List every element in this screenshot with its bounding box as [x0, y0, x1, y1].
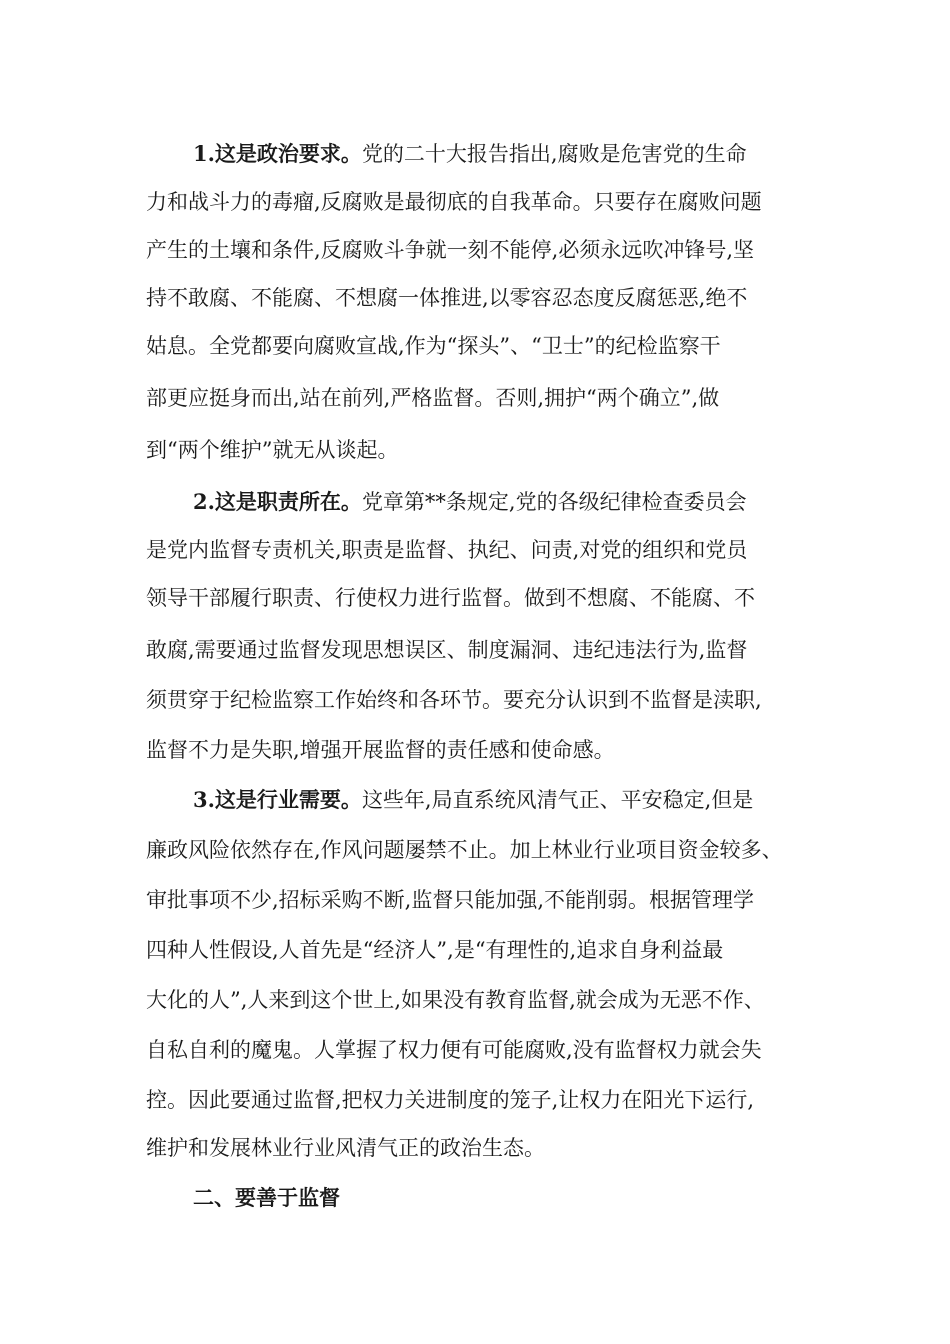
- paragraph-1-line-5: 姑息。全党都要向腐败宣战,作为“探头”、“卫士”的纪检监察干: [146, 334, 721, 358]
- paragraph-3-line-2: 廉政风险依然存在,作风问题屡禁不止。加上林业行业项目资金较多、: [146, 838, 783, 862]
- paragraph-1-line-7: 到“两个维护”就无从谈起。: [146, 438, 399, 462]
- paragraph-3-line-3: 审批事项不少,招标采购不断,监督只能加强,不能削弱。根据管理学: [146, 888, 755, 912]
- paragraph-1-line-3: 产生的土壤和条件,反腐败斗争就一刻不能停,必须永远吹冲锋号,坚: [146, 238, 755, 262]
- paragraph-1-line-1: [193, 139, 806, 169]
- paragraph-1-line-6: 部更应挺身而出,站在前列,严格监督。否则,拥护“两个确立”,做: [146, 386, 720, 410]
- paragraph-3-line-1: [193, 785, 806, 815]
- paragraph-3-line-6: 自私自利的魔鬼。人掌握了权力便有可能腐败,没有监督权力就会失: [146, 1038, 762, 1062]
- paragraph-1-line-4: 持不敢腐、不能腐、不想腐一体推进,以零容忍态度反腐惩恶,绝不: [146, 286, 748, 310]
- paragraph-2-line-2: 是党内监督专责机关,职责是监督、执纪、问责,对党的组织和党员: [146, 538, 748, 562]
- paragraph-1-heading: 1.这是政治要求。: [193, 141, 362, 166]
- paragraph-2-line-3: 领导干部履行职责、行使权力进行监督。做到不想腐、不能腐、不: [146, 586, 755, 610]
- section-heading: 二、要善于监督: [193, 1185, 340, 1210]
- paragraph-2-text: 党章第**条规定,党的各级纪律检查委员会: [361, 490, 747, 514]
- paragraph-3-text: 这些年,局直系统风清气正、平安稳定,但是: [361, 788, 754, 812]
- paragraph-3-line-7: 控。因此要通过监督,把权力关进制度的笼子,让权力在阳光下运行,: [146, 1088, 755, 1112]
- paragraph-1-line-2: 力和战斗力的毒瘤,反腐败是最彻底的自我革命。只要存在腐败问题: [146, 190, 762, 214]
- paragraph-2-line-6: 监督不力是失职,增强开展监督的责任感和使命感。: [146, 738, 615, 762]
- paragraph-1-text: 党的二十大报告指出,腐败是危害党的生命: [361, 142, 747, 166]
- paragraph-3-line-5: 大化的人”,人来到这个世上,如果没有教育监督,就会成为无恶不作、: [146, 988, 765, 1012]
- paragraph-2-line-1: [193, 487, 806, 517]
- paragraph-3-heading: 3.这是行业需要。: [193, 787, 362, 812]
- paragraph-2-line-5: 须贯穿于纪检监察工作始终和各环节。要充分认识到不监督是渎职,: [146, 688, 762, 712]
- paragraph-3-line-8: 维护和发展林业行业风清气正的政治生态。: [146, 1136, 545, 1160]
- paragraph-2-line-4: 敢腐,需要通过监督发现思想误区、制度漏洞、违纪违法行为,监督: [146, 638, 748, 662]
- paragraph-3-line-4: 四种人性假设,人首先是“经济人”,是“有理性的,追求自身利益最: [146, 938, 724, 962]
- paragraph-2-heading: 2.这是职责所在。: [193, 489, 362, 514]
